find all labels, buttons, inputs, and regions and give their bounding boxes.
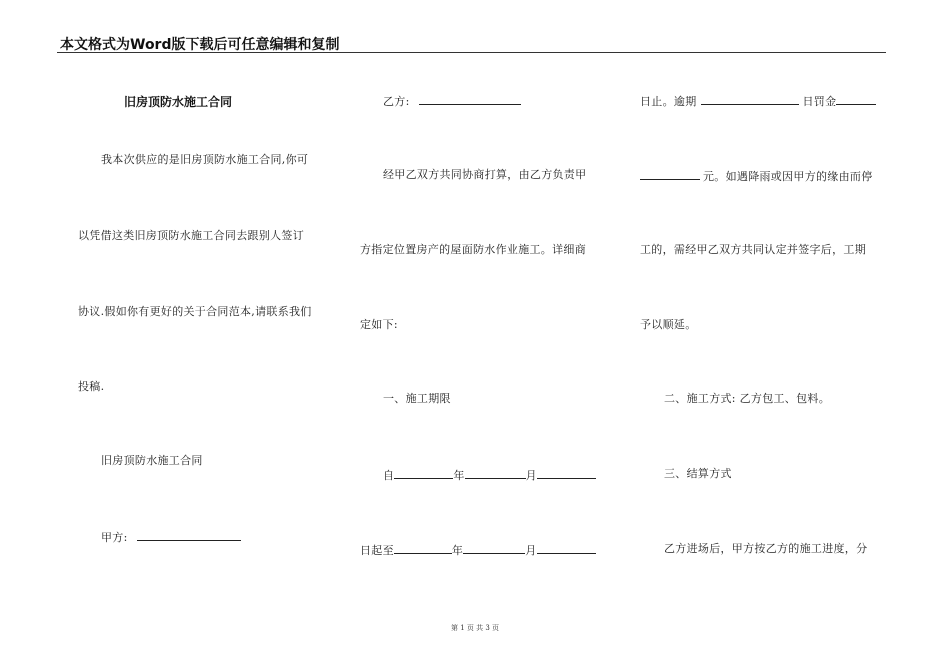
section-1-heading: 一、施工期限 xyxy=(383,392,451,405)
overdue-days-blank xyxy=(701,93,799,105)
delay-line xyxy=(640,168,873,184)
end-day-blank xyxy=(537,542,596,554)
intro-line-1: 我本次供应的是旧房顶防水施工合同,你可 xyxy=(101,153,309,166)
agreement-line-2: 方指定位置房产的屋面防水作业施工。详细商 xyxy=(360,243,586,256)
party-a-blank xyxy=(137,529,241,541)
agreement-line-1: 经甲乙双方共同协商打算，由乙方负责甲 xyxy=(383,168,587,181)
from-label: 自 xyxy=(383,469,395,482)
intro-line-3: 协议.假如你有更好的关于合同范本,请联系我们 xyxy=(78,305,312,318)
delay-text: 元。如遇降雨或因甲方的缘由而停 xyxy=(703,170,873,183)
end-month-label: 月 xyxy=(525,544,537,557)
year-label: 年 xyxy=(453,469,465,482)
document-header-title: 本文格式为Word版下载后可任意编辑和复制 xyxy=(60,37,340,53)
agreement-line-3: 定如下: xyxy=(360,318,398,331)
start-month-blank xyxy=(465,467,526,479)
penalty-amount-blank xyxy=(836,93,876,105)
party-b-blank xyxy=(419,93,521,105)
party-b-line xyxy=(383,93,521,109)
party-b-label: 乙方: xyxy=(383,95,410,108)
section-3-heading: 三、结算方式 xyxy=(664,467,732,480)
start-year-blank xyxy=(394,467,453,479)
start-day-blank xyxy=(537,467,596,479)
settlement-line-1: 乙方进场后，甲方按乙方的施工进度，分 xyxy=(664,542,868,555)
end-date-line xyxy=(360,542,596,558)
contract-subtitle: 旧房顶防水施工合同 xyxy=(101,454,203,467)
document-title: 旧房顶防水施工合同 xyxy=(124,95,233,109)
header-divider xyxy=(57,52,886,53)
penalty-line xyxy=(640,93,876,109)
end-month-blank xyxy=(463,542,525,554)
penalty-yuan-blank xyxy=(640,168,700,180)
end-year-blank xyxy=(394,542,452,554)
page-number: 第 1 页 共 3 页 xyxy=(450,624,500,632)
party-a-label: 甲方: xyxy=(101,531,128,544)
section-2-heading: 二、施工方式: 乙方包工、包料。 xyxy=(664,392,831,405)
intro-line-2: 以凭借这类旧房顶防水施工合同去跟别人签订 xyxy=(78,229,304,242)
penalty-label: 日罚金 xyxy=(802,95,837,108)
extension-line-1: 工的，需经甲乙双方共同认定并签字后，工期 xyxy=(640,243,866,256)
extension-line-2: 予以顺延。 xyxy=(640,318,697,331)
intro-line-4: 投稿. xyxy=(78,380,105,393)
deadline-end-label: 日止。逾期 xyxy=(640,95,697,108)
start-date-line xyxy=(383,467,596,483)
party-a-line xyxy=(101,529,241,545)
end-year-label: 年 xyxy=(451,544,464,557)
month-label: 月 xyxy=(525,469,537,482)
day-to-label: 日起至 xyxy=(360,544,394,557)
